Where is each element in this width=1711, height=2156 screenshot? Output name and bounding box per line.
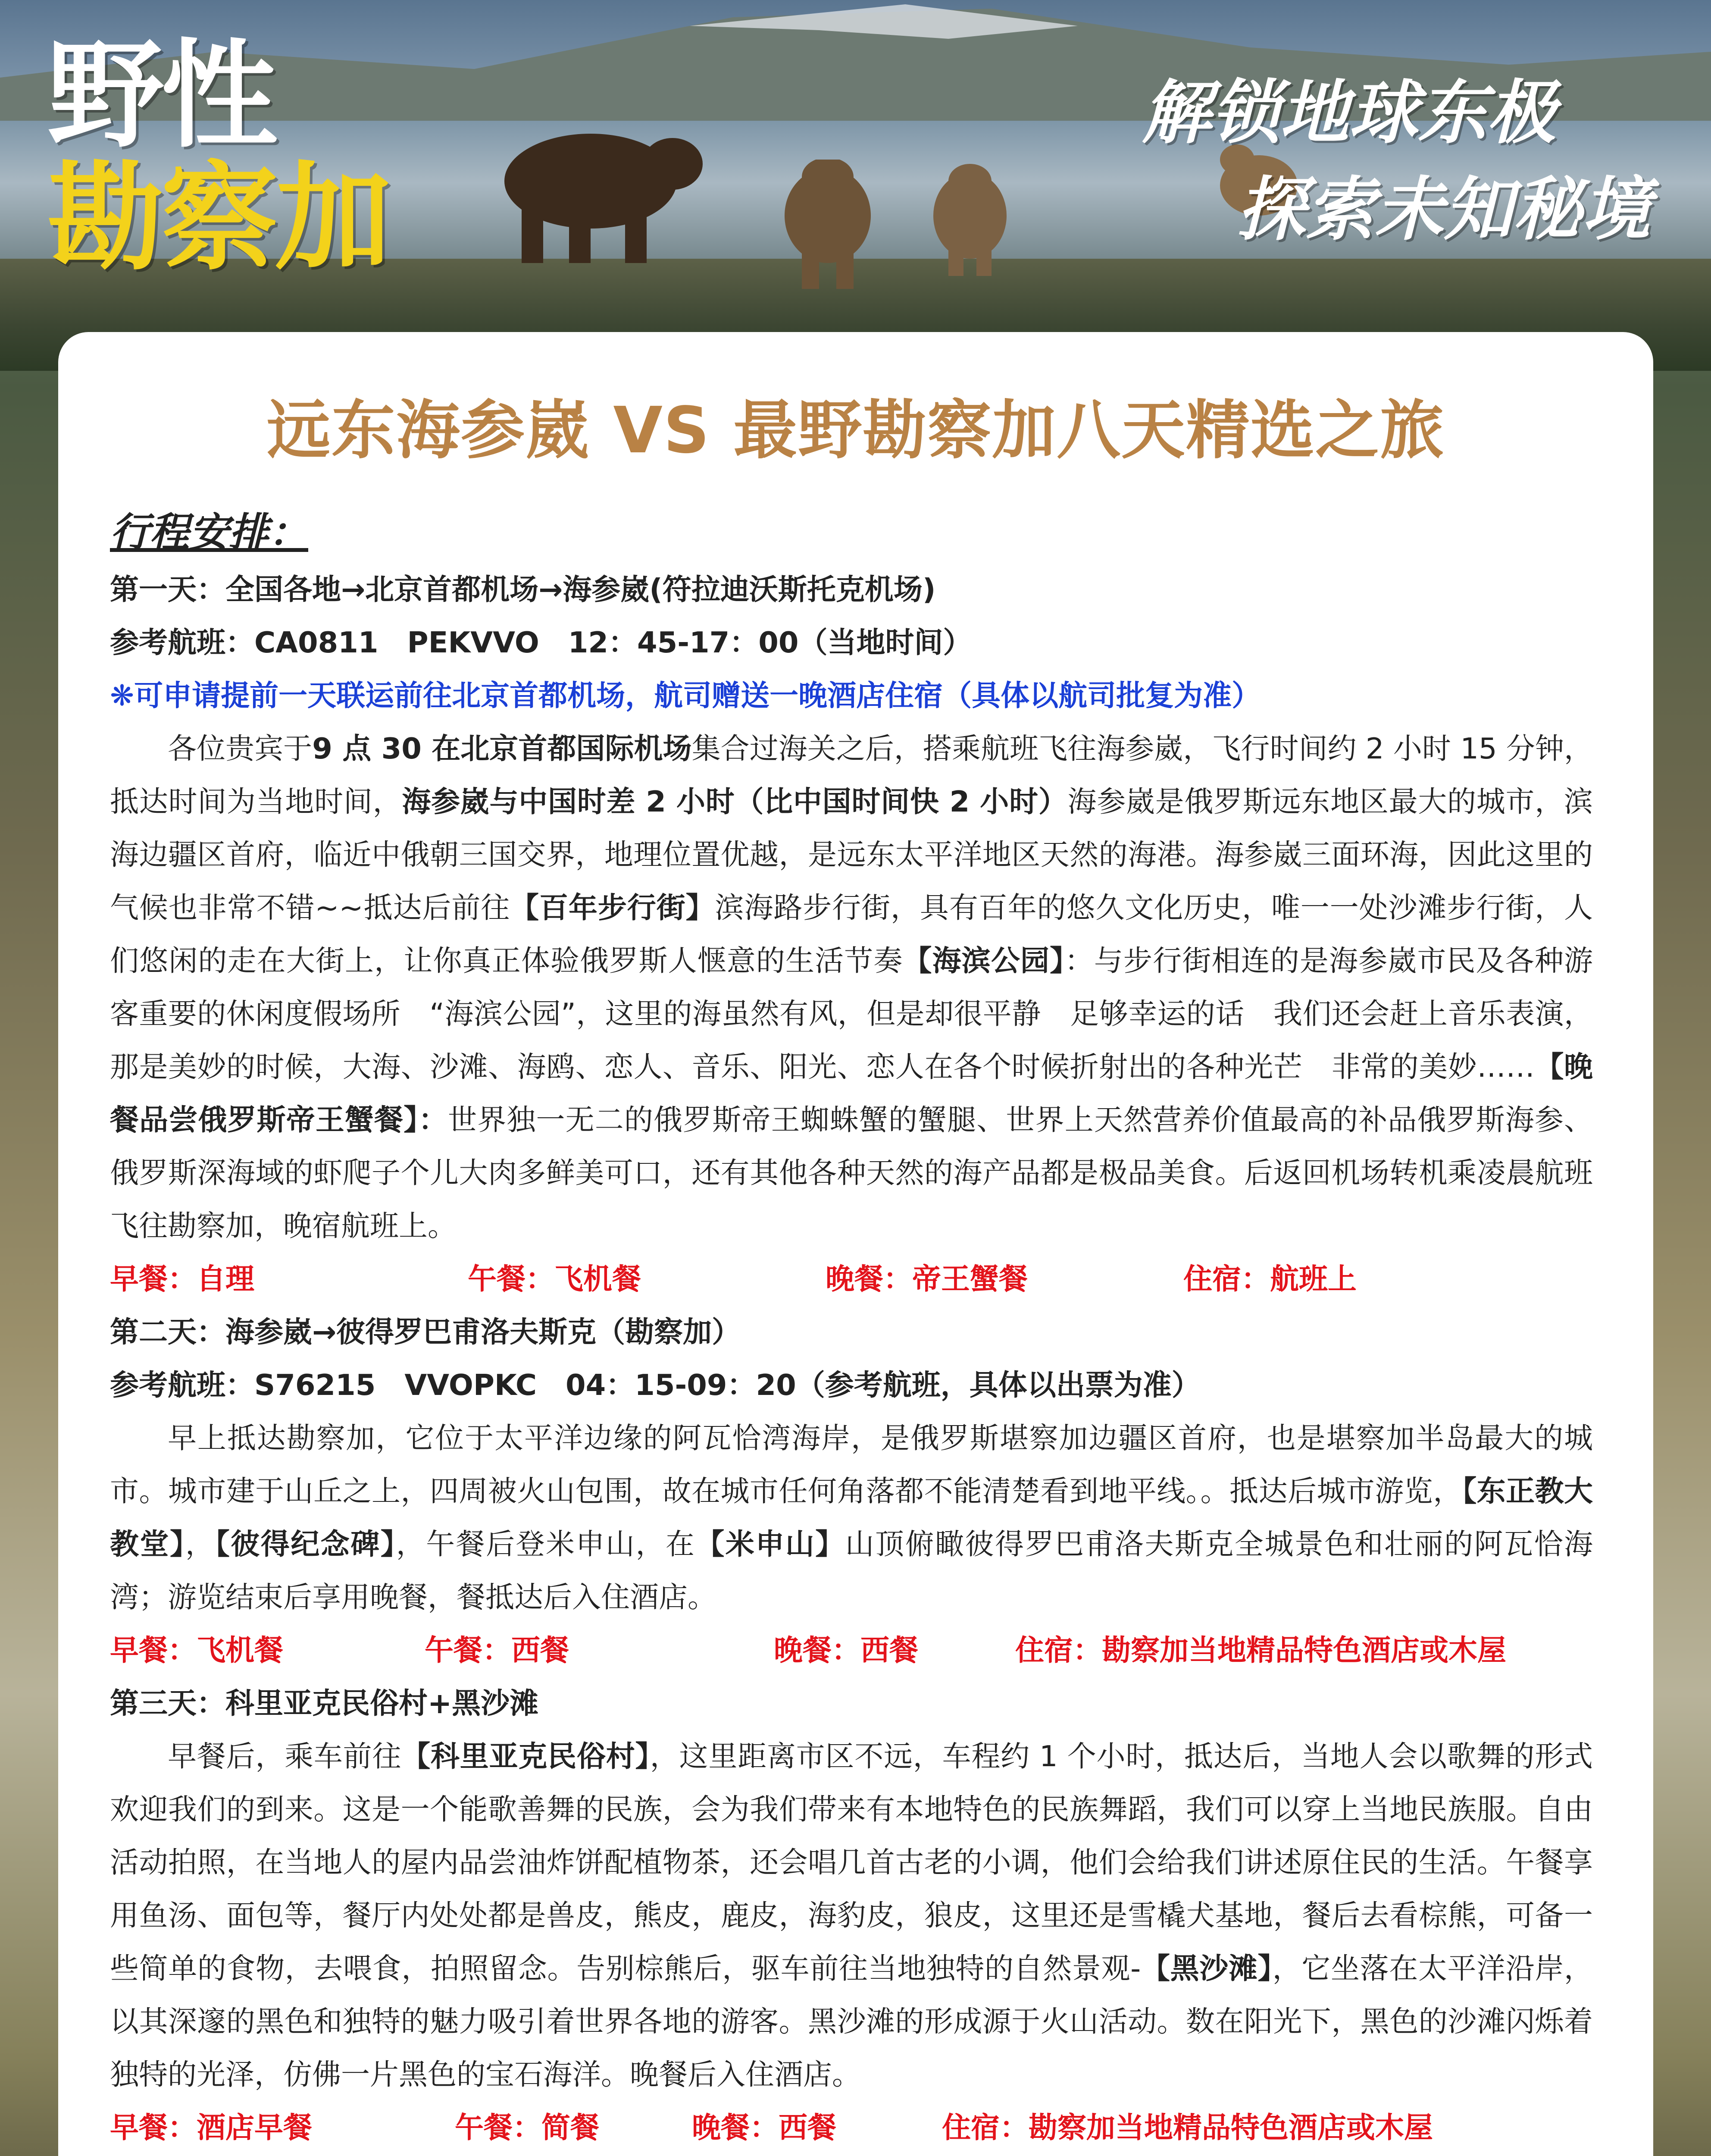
highlight-run: 【黑沙滩】 — [1141, 1952, 1273, 1985]
hero-banner — [0, 0, 1711, 371]
hero-title-line-1: 野性 — [47, 28, 275, 163]
meal-dinner: 晚餐：西餐 — [774, 1633, 918, 1667]
hero-title — [47, 28, 389, 286]
day-1-description — [110, 722, 1593, 1253]
day-3-description — [110, 1730, 1593, 2101]
text-run: 各位贵宾于 — [168, 732, 313, 765]
meal-dinner: 晚餐：帝王蟹餐 — [826, 1262, 1028, 1296]
text-run: ，它坐落在太平洋沿岸，以其深邃的黑色和独特的魅力吸引着世界各地的游客。黑沙滩的形成源于火山活动。数在阳光下，黑色的沙滩闪烁着独特的光泽，仿佛一片黑色的宝石海洋。晚餐后入住酒店。 — [110, 1952, 1593, 2091]
hero-slogan — [1142, 65, 1651, 258]
accommodation: 住宿：勘察加当地精品特色酒店或木屋 — [1015, 1633, 1506, 1667]
day-1-note: ❋可申请提前一天联运前往北京首都机场，航司赠送一晚酒店住宿（具体以航司批复为准） — [110, 679, 1261, 712]
highlight-run: 【东正教大教堂】 — [110, 1474, 1593, 1561]
day-3-meals — [110, 2101, 1593, 2154]
day-1-meals — [110, 1253, 1593, 1306]
highlight-run: 海参崴与中国时差 2 小时（比中国时间快 2 小时） — [402, 785, 1068, 818]
text-run: 海参崴是俄罗斯远东地区最大的城市，滨海边疆区首府，临近中俄朝三国交界，地理位置优越，是远东太平洋地区天然的海港。海参崴三面环海，因此这里的气候也非常不错~~抵达后前往 — [110, 785, 1593, 924]
meal-lunch: 午餐：简餐 — [455, 2111, 599, 2144]
text-run: 滨海路步行街，具有百年的悠久文化历史，唯一一处沙滩步行街，人们悠闲的走在大街上，让你真正体验俄罗斯人惬意的生活节奏 — [110, 891, 1593, 978]
highlight-run: 【米申山】 — [695, 1527, 845, 1561]
meal-breakfast: 早餐：飞机餐 — [110, 1633, 283, 1667]
text-run: 世界独一无二的俄罗斯帝王蜘蛛蟹的蟹腿、世界上天然营养价值最高的补品俄罗斯海参、俄罗斯深海域的虾爬子个儿大肉多鲜美可口，还有其他各种天然的海产品都是极品美食。后返回机场转机乘凌晨航班飞往勘察加，晚宿航班上。 — [110, 1103, 1593, 1243]
itinerary-content — [110, 505, 1593, 2154]
slogan-line-1: 解锁地球东极 — [1142, 72, 1556, 153]
day-2-heading: 第二天：海参崴→彼得罗巴甫洛夫斯克（勘察加） — [110, 1315, 741, 1349]
hero-title-line-2: 勘察加 — [47, 150, 389, 286]
bear-illustration — [483, 112, 707, 267]
text-run: ，午餐后登米申山，在 — [396, 1527, 696, 1561]
meal-lunch: 午餐：飞机餐 — [468, 1262, 641, 1296]
meal-dinner: 晚餐：西餐 — [692, 2111, 836, 2144]
meal-breakfast: 早餐：自理 — [110, 1262, 254, 1296]
slogan-line-2: 探索未知秘境 — [1236, 169, 1651, 250]
day-1-flight: 参考航班：CA0811 PEKVVO 12：45-17：00（当地时间） — [110, 626, 972, 659]
meal-lunch: 午餐：西餐 — [425, 1633, 569, 1667]
day-2-flight: 参考航班：S76215 VVOPKC 04：15-09：20（参考航班，具体以出票为准） — [110, 1368, 1201, 1402]
bear-illustration — [927, 164, 1013, 276]
text-run: 集合过海关之后，搭乘航班飞往海参崴，飞行时间约 2 小时 15 分钟，抵达时间为当地时间， — [110, 732, 1593, 818]
highlight-run: 【海滨公园】 — [903, 944, 1065, 978]
day-2-description — [110, 1412, 1593, 1624]
accommodation: 住宿：勘察加当地精品特色酒店或木屋 — [942, 2111, 1433, 2144]
meal-breakfast: 早餐：酒店早餐 — [110, 2111, 312, 2144]
highlight-run: 【晚餐品尝俄罗斯帝王蟹餐】： — [110, 1050, 1593, 1137]
text-run: ：与步行街相连的是海参崴市民及各种游客重要的休闲度假场所 “海滨公园”，这里的海虽然有风，但是却很平静 足够幸运的话 我们还会赶上音乐表演，那是美妙的时候，大海、沙滩、海鸥、恋人、音乐、阳光、恋人在各个时候折射出的各种光芒 非常的美妙…… — [110, 944, 1593, 1084]
highlight-run: 【百年步行街】 — [510, 891, 715, 924]
text-run: ， — [185, 1527, 216, 1561]
text-run: 早餐后，乘车前往 — [168, 1739, 402, 1773]
day-2-meals — [110, 1624, 1593, 1677]
trip-title: 远东海参崴 VS 最野勘察加八天精选之旅 — [266, 393, 1445, 467]
itinerary-card — [58, 332, 1653, 2156]
text-run: 早上抵达勘察加，它位于太平洋边缘的阿瓦恰湾海岸，是俄罗斯堪察加边疆区首府，也是堪察加半岛最大的城市。城市建于山丘之上，四周被火山包围，故在城市任何角落都不能清楚看到地平线。。抵达后城市游览， — [110, 1421, 1593, 1508]
day-1-heading: 第一天：全国各地→北京首都机场→海参崴(符拉迪沃斯托克机场) — [110, 573, 936, 606]
accommodation: 住宿：航班上 — [1183, 1262, 1357, 1296]
text-run: ，这里距离市区不远，车程约 1 个小时，抵达后，当地人会以歌舞的形式欢迎我们的到来。这是一个能歌善舞的民族，会为我们带来有本地特色的民族舞蹈，我们可以穿上当地民族服。自由活动拍照，在当地人的屋内品尝油炸饼配植物茶，还会唱几首古老的小调，他们会给我们讲述原住民的生活。午餐享用鱼汤、面包等，餐厅内处处都是兽皮，熊皮，鹿皮，海豹皮，狼皮，这里还是雪橇犬基地，餐后去看棕熊，可备一些简单的食物，去喂食，拍照留念。告别棕熊后，驱车前往当地独特的自然景观- — [110, 1739, 1593, 1985]
text-run: 山顶俯瞰彼得罗巴甫洛夫斯克全城景色和壮丽的阿瓦恰海湾；游览结束后享用晚餐，餐抵达后入住酒店。 — [110, 1527, 1593, 1614]
highlight-run: 9 点 30 在北京首都国际机场 — [312, 732, 692, 765]
day-3-heading: 第三天：科里亚克民俗村+黑沙滩 — [110, 1686, 539, 1720]
section-label: 行程安排： — [110, 509, 309, 555]
highlight-run: 【彼得纪念碑】 — [215, 1527, 396, 1561]
highlight-run: 【科里亚克民俗村】 — [401, 1739, 650, 1773]
bear-illustration — [776, 160, 879, 289]
